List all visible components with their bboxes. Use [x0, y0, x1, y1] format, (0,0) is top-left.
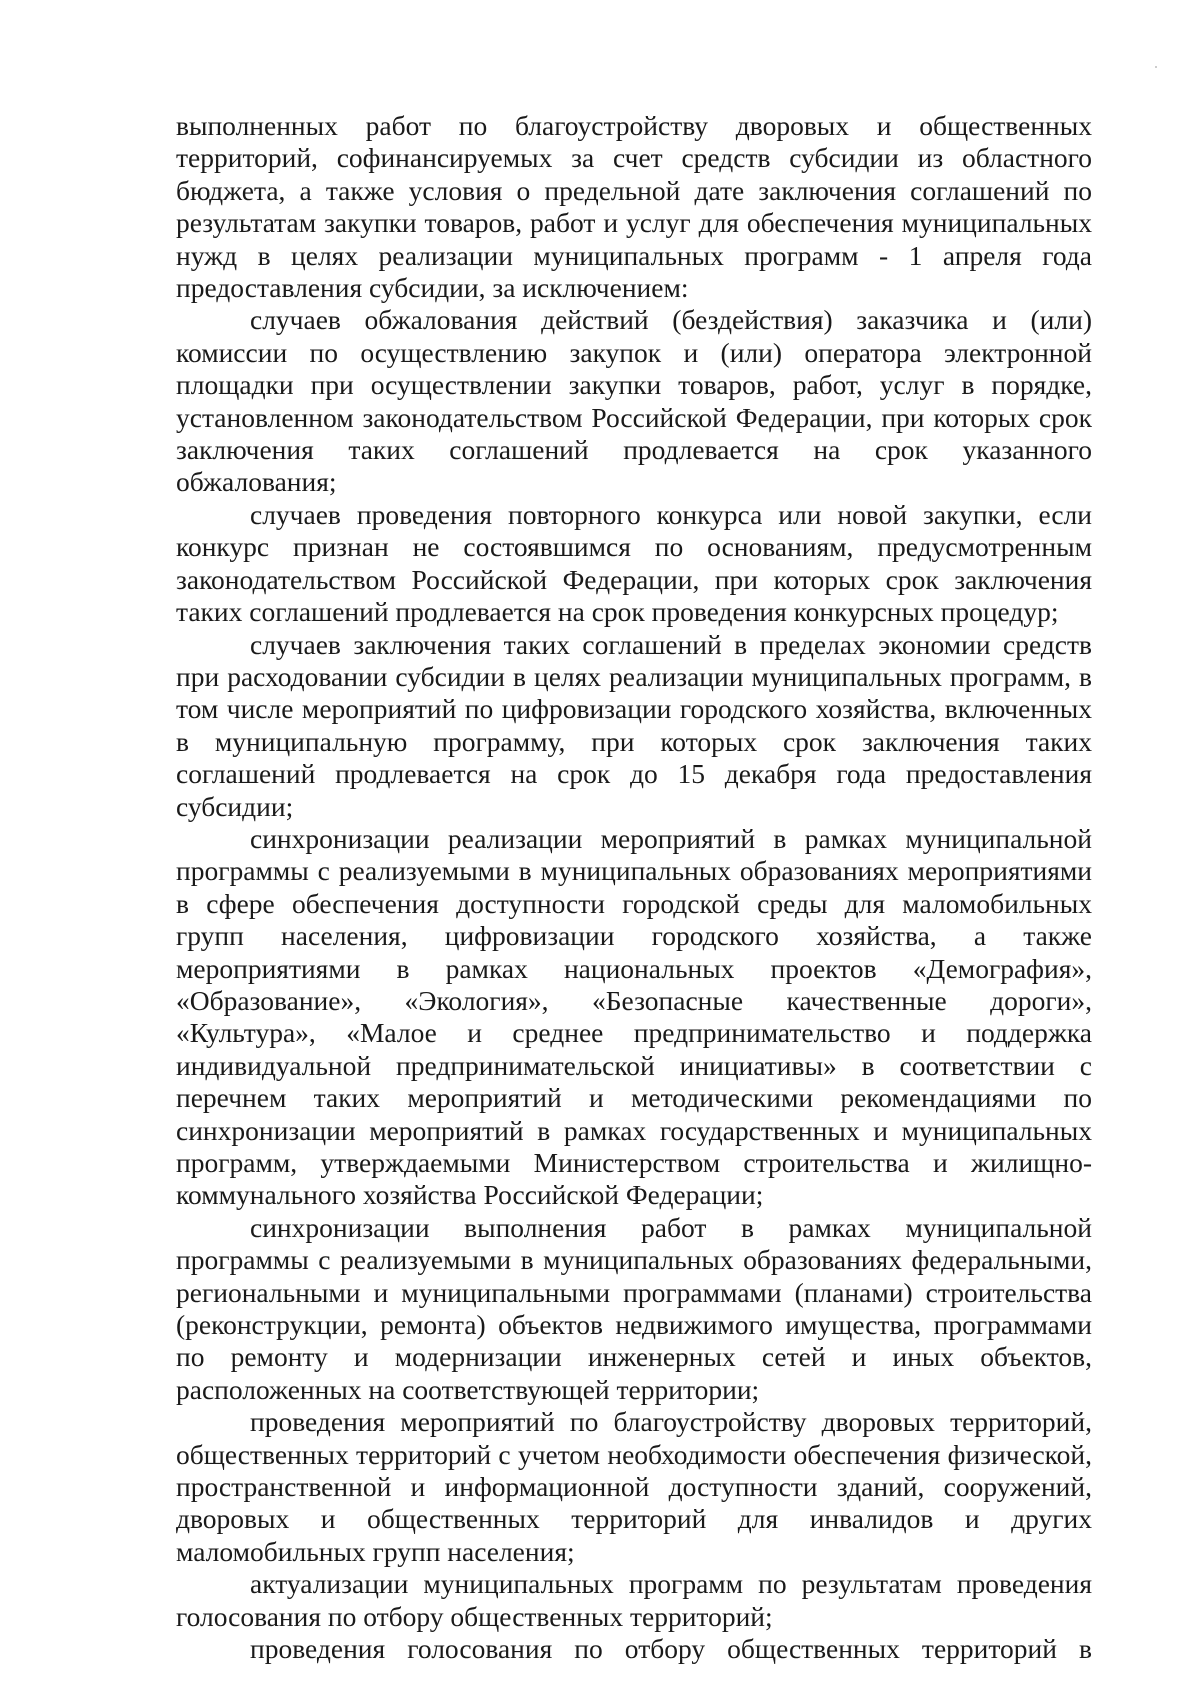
paragraph-continuation: выполненных работ по благоустройству дворовых и общественных территорий, софинансируемых за счет средств субсидии из областного бюджета, а также условия о предельной дате заключения соглашений по результатам закупки товаров, работ и услуг для обеспечения муниципальных нужд в целях реализации муниципальных программ - 1 апреля года предоставления субсидии, за исключением: [176, 110, 1092, 304]
paragraph-savings-exception: случаев заключения таких соглашений в пределах экономии средств при расходовании субсидии в целях реализации муниципальных программ, в том числе мероприятий по цифровизации городского хозяйства, включенных в муниципальную программу, при которых срок заключения таких соглашений продлевается на срок до 15 декабря года предоставления субсидии; [176, 628, 1092, 822]
paragraph-accessibility-measures: проведения мероприятий по благоустройству дворовых территорий, общественных территорий с учетом необходимости обеспечения физической, пространственной и информационной доступности зданий, сооружений, дворовых и общественных территорий для инвалидов и других маломобильных групп населения; [176, 1406, 1092, 1567]
scan-dot [1155, 66, 1157, 68]
paragraph-sync-national-projects: синхронизации реализации мероприятий в рамках муниципальной программы с реализуемыми в муниципальных образованиях мероприятиями в сфере обеспечения доступности городской среды для маломобильных групп населения, цифровизации городского хозяйства, а также мероприятиями в рамках национальных проектов «Демография», «Образование», «Экология», «Безопасные качественные дороги», «Культура», «Малое и среднее предпринимательство и поддержка индивидуальной предпринимательской инициативы» в соответствии с перечнем таких мероприятий и методическими рекомендациями по синхронизации мероприятий в рамках государственных и муниципальных программ, утверждаемыми Министерством строительства и жилищно-коммунального хозяйства Российской Федерации; [176, 822, 1092, 1211]
paragraph-program-update: актуализации муниципальных программ по результатам проведения голосования по отбору общественных территорий; [176, 1568, 1092, 1632]
paragraph-sync-construction-programs: синхронизации выполнения работ в рамках муниципальной программы с реализуемыми в муниципальных образованиях федеральными, региональными и муниципальными программами (планами) строительства (реконструкции, ремонта) объектов недвижимого имущества, программами по ремонту и модернизации инженерных сетей и иных объектов, расположенных на соответствующей территории; [176, 1211, 1092, 1405]
paragraph-appeal-exception: случаев обжалования действий (бездействия) заказчика и (или) комиссии по осуществлению закупок и (или) оператора электронной площадки при осуществлении закупки товаров, работ, услуг в порядке, установленном законодательством Российской Федерации, при которых срок заключения таких соглашений продлевается на срок указанного обжалования; [176, 304, 1092, 498]
document-page [176, 110, 1092, 1666]
paragraph-voting-start: проведения голосования по отбору общественных территорий в [250, 1633, 1092, 1665]
paragraph-repeat-contest-exception: случаев проведения повторного конкурса или новой закупки, если конкурс признан не состоявшимся по основаниям, предусмотренным законодательством Российской Федерации, при которых срок заключения таких соглашений продлевается на срок проведения конкурсных процедур; [176, 498, 1092, 628]
